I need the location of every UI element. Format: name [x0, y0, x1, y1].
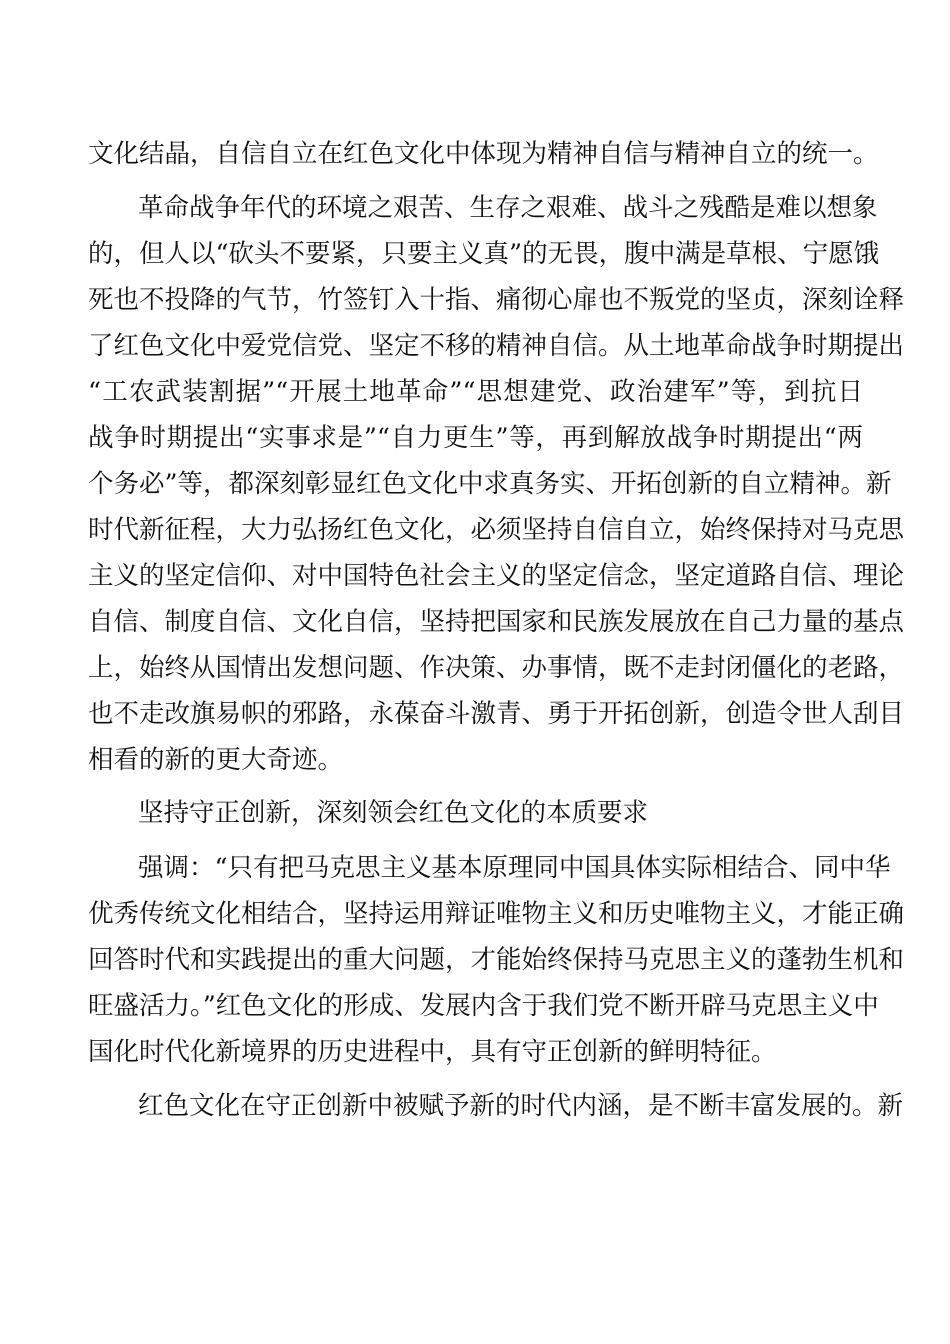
text-line: 主义的坚定信仰、对中国特色社会主义的坚定信念，坚定道路自信、理论 — [88, 561, 905, 591]
text-line: 文化结晶，自信自立在红色文化中体现为精神自信与精神自立的统一。 — [88, 139, 879, 169]
text-line: 上，始终从国情出发想问题、作决策、办事情，既不走封闭僵化的老路， — [88, 653, 905, 683]
text-line: 革命战争年代的环境之艰苦、生存之艰难、战斗之残酷是难以想象 — [138, 193, 878, 223]
text-line: 时代新征程，大力弘扬红色文化，必须坚持自信自立，始终保持对马克思 — [88, 515, 905, 545]
text-line: “工农武装割据”“开展土地革命”“思想建党、政治建军”等，到抗日 — [88, 377, 863, 407]
text-line: 的，但人以“砍头不要紧，只要主义真”的无畏，腹中满是草根、宁愿饿 — [88, 239, 880, 269]
text-line: 红色文化在守正创新中被赋予新的时代内涵，是不断丰富发展的。新 — [138, 1091, 904, 1121]
text-line: 了红色文化中爱党信党、坚定不移的精神自信。从土地革命战争时期提出 — [88, 331, 905, 361]
section-heading: 坚持守正创新，深刻领会红色文化的本质要求 — [138, 798, 649, 828]
text-line: 优秀传统文化相结合，坚持运用辩证唯物主义和历史唯物主义，才能正确 — [88, 899, 905, 929]
text-line: 国化时代化新境界的历史进程中，具有守正创新的鲜明特征。 — [88, 1037, 777, 1067]
text-line: 战争时期提出“实事求是”“自力更生”等，再到解放战争时期提出“两 — [88, 423, 863, 453]
text-line: 也不走改旗易帜的邪路，永葆奋斗激青、勇于开拓创新，创造令世人刮目 — [88, 699, 905, 729]
text-line: 相看的新的更大奇迹。 — [88, 745, 344, 775]
text-line: 强调：“只有把马克思主义基本原理同中国具体实际相结合、同中华 — [138, 853, 891, 883]
text-line: 死也不投降的气节，竹签钉入十指、痛彻心扉也不叛党的坚贞，深刻诠释 — [88, 285, 905, 315]
text-line: 回答时代和实践提出的重大问题，才能始终保持马克思主义的蓬勃生机和 — [88, 945, 905, 975]
text-line: 自信、制度自信、文化自信，坚持把国家和民族发展放在自己力量的基点 — [88, 607, 905, 637]
text-line: 个务必”等，都深刻彰显红色文化中求真务实、开拓创新的自立精神。新 — [88, 469, 892, 499]
text-line: 旺盛活力。”红色文化的形成、发展内含于我们党不断开辟马克思主义中 — [88, 991, 879, 1021]
